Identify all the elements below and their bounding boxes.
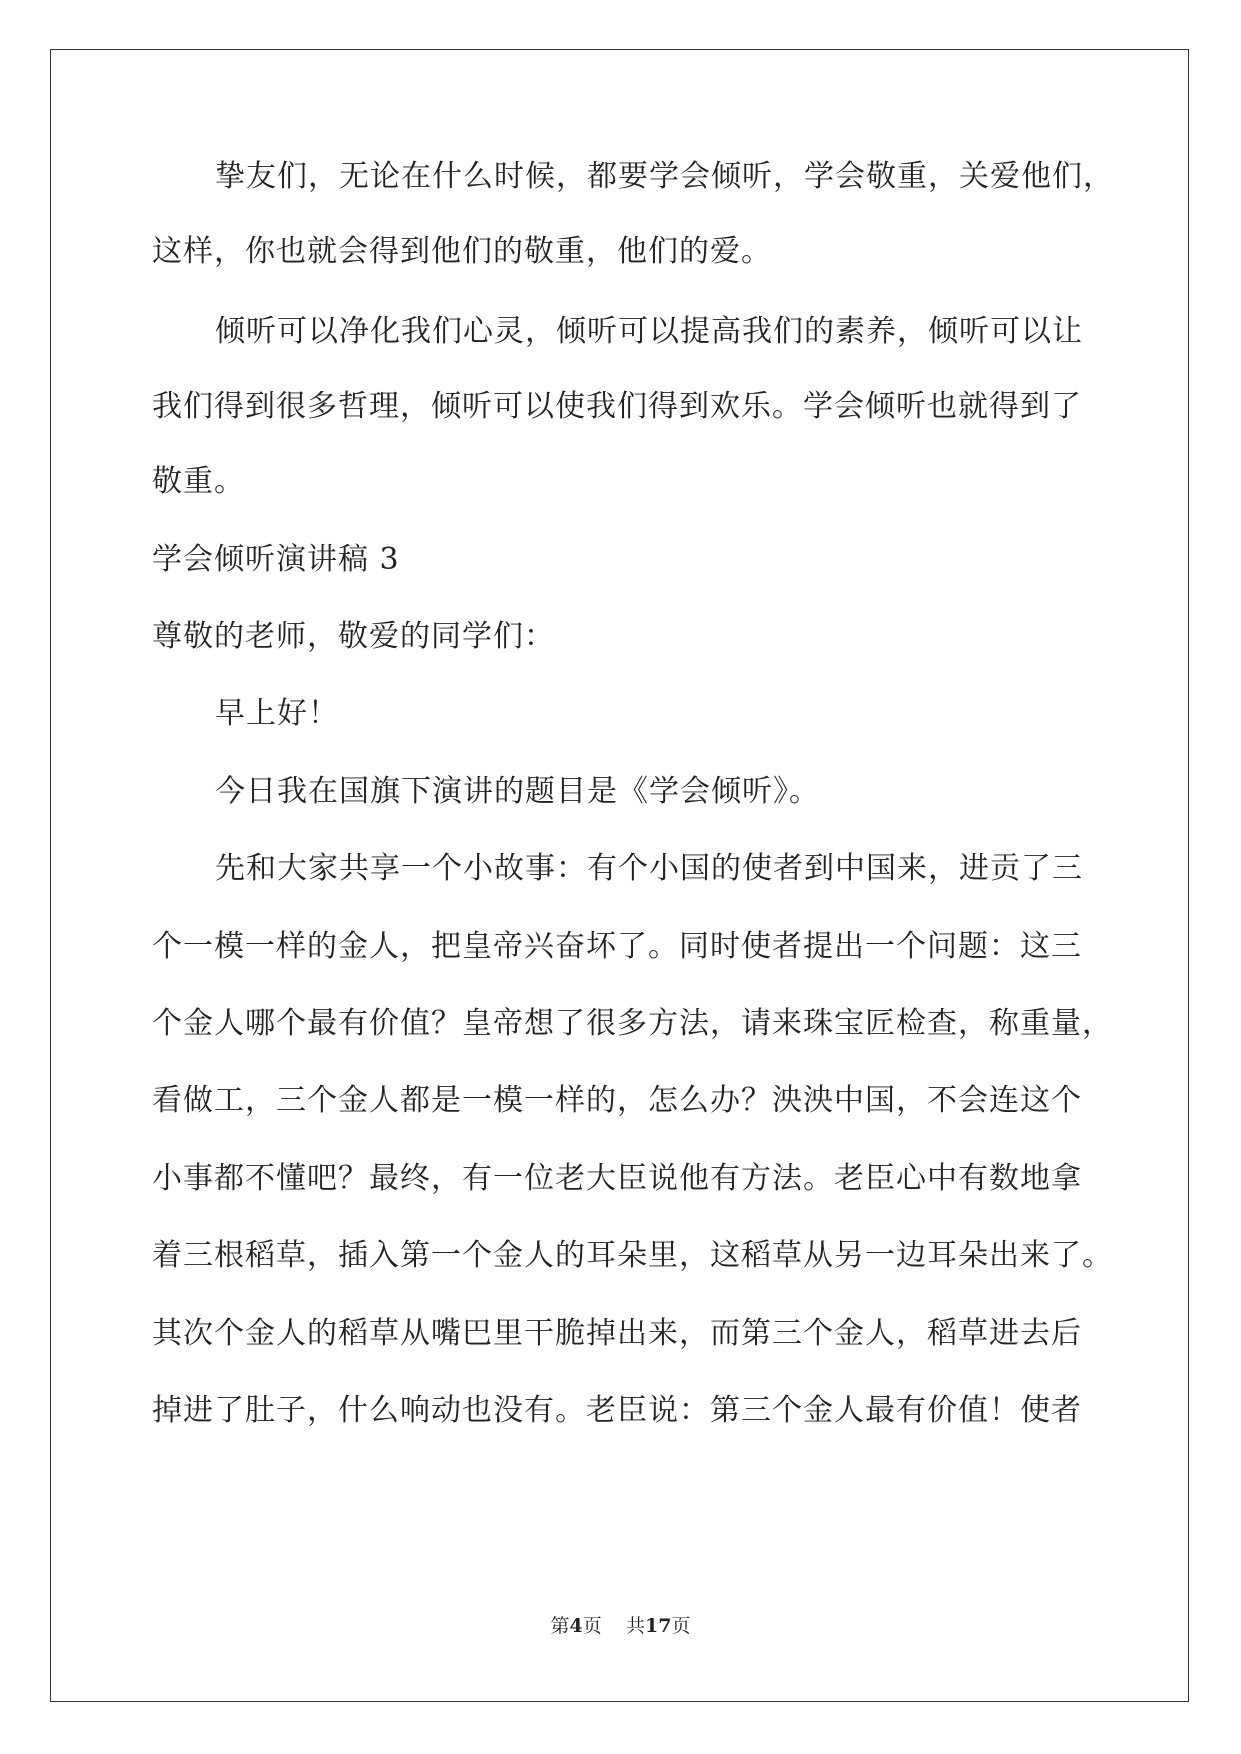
text-line: 倾听可以净化我们心灵，倾听可以提高我们的素养，倾听可以让	[215, 314, 1083, 349]
salutation: 尊敬的老师，敬爱的同学们：	[152, 619, 555, 654]
section-heading: 学会倾听演讲稿 3	[152, 542, 400, 577]
text-line: 敬重。	[152, 464, 245, 499]
text-line: 先和大家共享一个小故事：有个小国的使者到中国来，进贡了三	[215, 851, 1083, 886]
text-line: 个金人哪个最有价值？皇帝想了很多方法，请来珠宝匠检查，称重量，	[152, 1006, 1113, 1041]
text-line: 我们得到很多哲理，倾听可以使我们得到欢乐。学会倾听也就得到了	[152, 389, 1082, 424]
total-pages: 17	[644, 1615, 672, 1637]
text-line: 个一模一样的金人，把皇帝兴奋坏了。同时使者提出一个问题：这三	[152, 929, 1082, 964]
text-line: 挚友们，无论在什么时候，都要学会倾听，学会敬重，关爱他们，	[215, 159, 1114, 194]
page-suffix: 页	[582, 1615, 602, 1637]
page-number: 4	[569, 1615, 583, 1637]
page-footer	[0, 1614, 1241, 1638]
text-line: 小事都不懂吧？最终，有一位老大臣说他有方法。老臣心中有数地拿	[152, 1161, 1082, 1196]
text-line: 其次个金人的稻草从嘴巴里干脆掉出来，而第三个金人，稻草进去后	[152, 1316, 1082, 1351]
total-suffix: 页	[671, 1615, 691, 1637]
text-line: 今日我在国旗下演讲的题目是《学会倾听》。	[215, 774, 820, 809]
text-line: 这样，你也就会得到他们的敬重，他们的爱。	[152, 234, 772, 269]
total-prefix: 共	[625, 1615, 645, 1637]
text-line: 掉进了肚子，什么响动也没有。老臣说：第三个金人最有价值！使者	[152, 1393, 1082, 1428]
greeting: 早上好！	[215, 696, 339, 731]
page-prefix: 第	[550, 1615, 570, 1637]
text-line: 着三根稻草，插入第一个金人的耳朵里，这稻草从另一边耳朵出来了。	[152, 1238, 1113, 1273]
text-line: 看做工，三个金人都是一模一样的，怎么办？泱泱中国，不会连这个	[152, 1083, 1082, 1118]
